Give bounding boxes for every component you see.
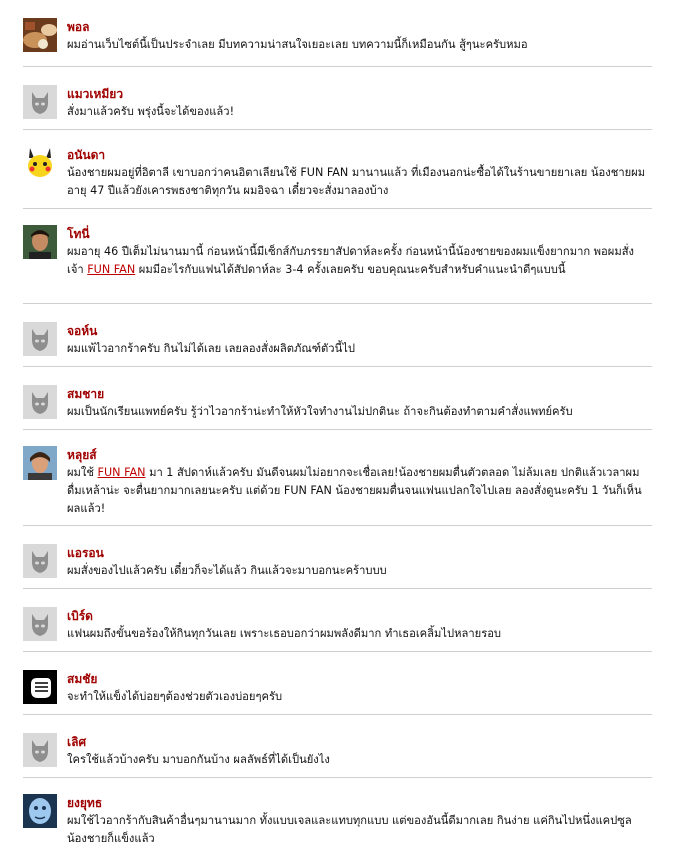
comment-list <box>23 16 652 844</box>
comment-text-part: สั่งมาแล้วครับ พรุ่งนี้จะได้ของแล้ว! <box>67 105 235 118</box>
comment-body <box>67 792 652 848</box>
comment-text <box>67 625 646 643</box>
comment-text <box>67 812 646 848</box>
product-link[interactable]: FUN FAN <box>87 263 136 276</box>
comment-body <box>67 144 652 200</box>
comment-text-part: ผมอายุ 46 ปีเต็มไม่นานมานี้ ก่อนหน้านี้มีเซ็กส์กับภรรยาสัปดาห์ละครั้ง ก่อนหน้านี้น้องชายของผมแข็งยากมาก พอผมสั่งเจ้า <box>67 245 635 276</box>
comment-text-part: แฟนผมถึงขั้นขอร้องให้กินทุกวันเลย เพราะเธอบอกว่าผมพลังดีมาก ทำเธอเคลิ้มไปหลายรอบ <box>67 627 502 640</box>
comment-item <box>23 209 652 304</box>
comment-body <box>67 444 652 518</box>
comment-item <box>23 715 652 778</box>
comment-text <box>67 562 646 580</box>
default-avatar-icon <box>23 85 57 119</box>
comment-text-part: ใครใช้แล้วบ้างครับ มาบอกกันบ้าง ผลลัพธ์ที่ได้เป็นยังไง <box>67 753 330 766</box>
comment-author: สมชาย <box>67 387 105 401</box>
comment-text <box>67 688 646 706</box>
blue-face-icon <box>23 794 57 828</box>
comment-author: เลิศ <box>67 735 87 749</box>
default-avatar-icon <box>23 544 57 578</box>
comment-body <box>67 16 652 54</box>
comment-author: แอรอน <box>67 546 104 560</box>
comment-text-part: น้องชายผมอยู่ที่อิตาลี เขาบอกว่าคนอิตาเลียนใช้ FUN FAN มานานแล้ว ที่เมืองนอกน่ะซื้อได้ในร้านขายยาเลย น้องชายผมอายุ 47 ปีแล้วยังเคารพธงชาติทุกวัน ผมอิจฉา เดี๋ยวจะสั่งมาลองบ้าง <box>67 166 646 197</box>
default-avatar-icon <box>23 322 57 356</box>
comment-text-part: ผมใช้ไวอากร้ากับสินค้าอื่นๆมานานมาก ทั้งแบบเจลและแทบทุกแบบ แต่ของอันนี้ดีมากเลย กินง่าย แค่กินไปหนึ่งแคปซูล น้องชายก็แข็งแล้ว <box>67 814 632 845</box>
comment-text <box>67 103 646 121</box>
default-avatar-icon <box>23 607 57 641</box>
comment-text-part: มา 1 สัปดาห์แล้วครับ มันดีจนผมไม่อยากจะเชื่อเลย!น้องชายผมตื่นตัวตลอด ไม่ล้มเลย ปกติแล้วเวลาผมดื่มเหล้าน่ะ จะตื่นยากมากเลยนะครับ แต่ด้วย FUN FAN น้องชายผมตื่นจนแฟนแปลกใจไปเลย ลองสั่งดูนะครับ 1 วันก็เห็นผลแล้ว! <box>67 466 642 515</box>
comment-author: เบิร์ด <box>67 609 93 623</box>
comment-text <box>67 36 646 54</box>
comment-text-part: ผมอ่านเว็บไซต์นี้เป็นประจำเลย มีบทความน่าสนใจเยอะเลย บทความนี้ก็เหมือนกัน สู้ๆนะครับหมอ <box>67 38 528 51</box>
comment-text-part: ผมใช้ <box>67 466 98 479</box>
comment-author: ยงยุทธ <box>67 796 103 810</box>
comment-text-part: ผมแพ้ไวอากร้าครับ กินไม่ได้เลย เลยลองสั่งผลิตภัณฑ์ตัวนี้ไป <box>67 342 355 355</box>
default-avatar-icon <box>23 733 57 767</box>
comment-author: สมชัย <box>67 672 98 686</box>
comment-body <box>67 605 652 643</box>
comment-text <box>67 464 646 518</box>
man-photo-icon-2 <box>23 446 57 480</box>
comment-item <box>23 16 652 67</box>
comment-item <box>23 778 652 844</box>
default-avatar-icon <box>23 385 57 419</box>
comment-item <box>23 589 652 652</box>
comment-item <box>23 367 652 430</box>
comment-author: อนันดา <box>67 148 106 162</box>
comment-body <box>67 320 652 358</box>
comment-author: จอห์น <box>67 324 98 338</box>
fist-icon <box>23 670 57 704</box>
comment-item <box>23 430 652 526</box>
comment-item <box>23 67 652 130</box>
comment-text <box>67 340 646 358</box>
comment-body <box>67 542 652 580</box>
comment-text-part: จะทำให้แข็งได้บ่อยๆต้องช่วยตัวเองบ่อยๆครับ <box>67 690 283 703</box>
comment-text-part: ผมมีอะไรกับแฟนได้สัปดาห์ละ 3-4 ครั้งเลยครับ ขอบคุณนะครับสำหรับคำแนะนำดีๆแบบนี้ <box>135 263 566 276</box>
comment-item <box>23 130 652 209</box>
comment-item <box>23 526 652 589</box>
comment-text <box>67 403 646 421</box>
comment-text-part: ผมเป็นนักเรียนแพทย์ครับ รู้ว่าไวอากร้าน่ะทำให้หัวใจทำงานไม่ปกตินะ ถ้าจะกินต้องทำตามคำสั่งแพทย์ครับ <box>67 405 573 418</box>
food-photo-icon <box>23 18 57 52</box>
comment-body <box>67 668 652 706</box>
comment-text <box>67 751 646 769</box>
comment-item <box>23 304 652 367</box>
product-link[interactable]: FUN FAN <box>97 466 146 479</box>
comment-body <box>67 731 652 769</box>
comment-author: แมวเหมียว <box>67 87 124 101</box>
comment-text-part: ผมสั่งของไปแล้วครับ เดี๋ยวก็จะได้แล้ว กินแล้วจะมาบอกนะคร้าบบบ <box>67 564 387 577</box>
comment-body <box>67 383 652 421</box>
comment-author: โทนี่ <box>67 227 90 241</box>
comment-item <box>23 652 652 715</box>
comment-body <box>67 83 652 121</box>
comment-author: พอล <box>67 20 90 34</box>
comment-author: หลุยส์ <box>67 448 97 462</box>
man-photo-icon <box>23 225 57 259</box>
pikachu-icon <box>23 146 57 180</box>
comment-body <box>67 223 652 279</box>
comment-text <box>67 243 646 279</box>
comment-text <box>67 164 646 200</box>
